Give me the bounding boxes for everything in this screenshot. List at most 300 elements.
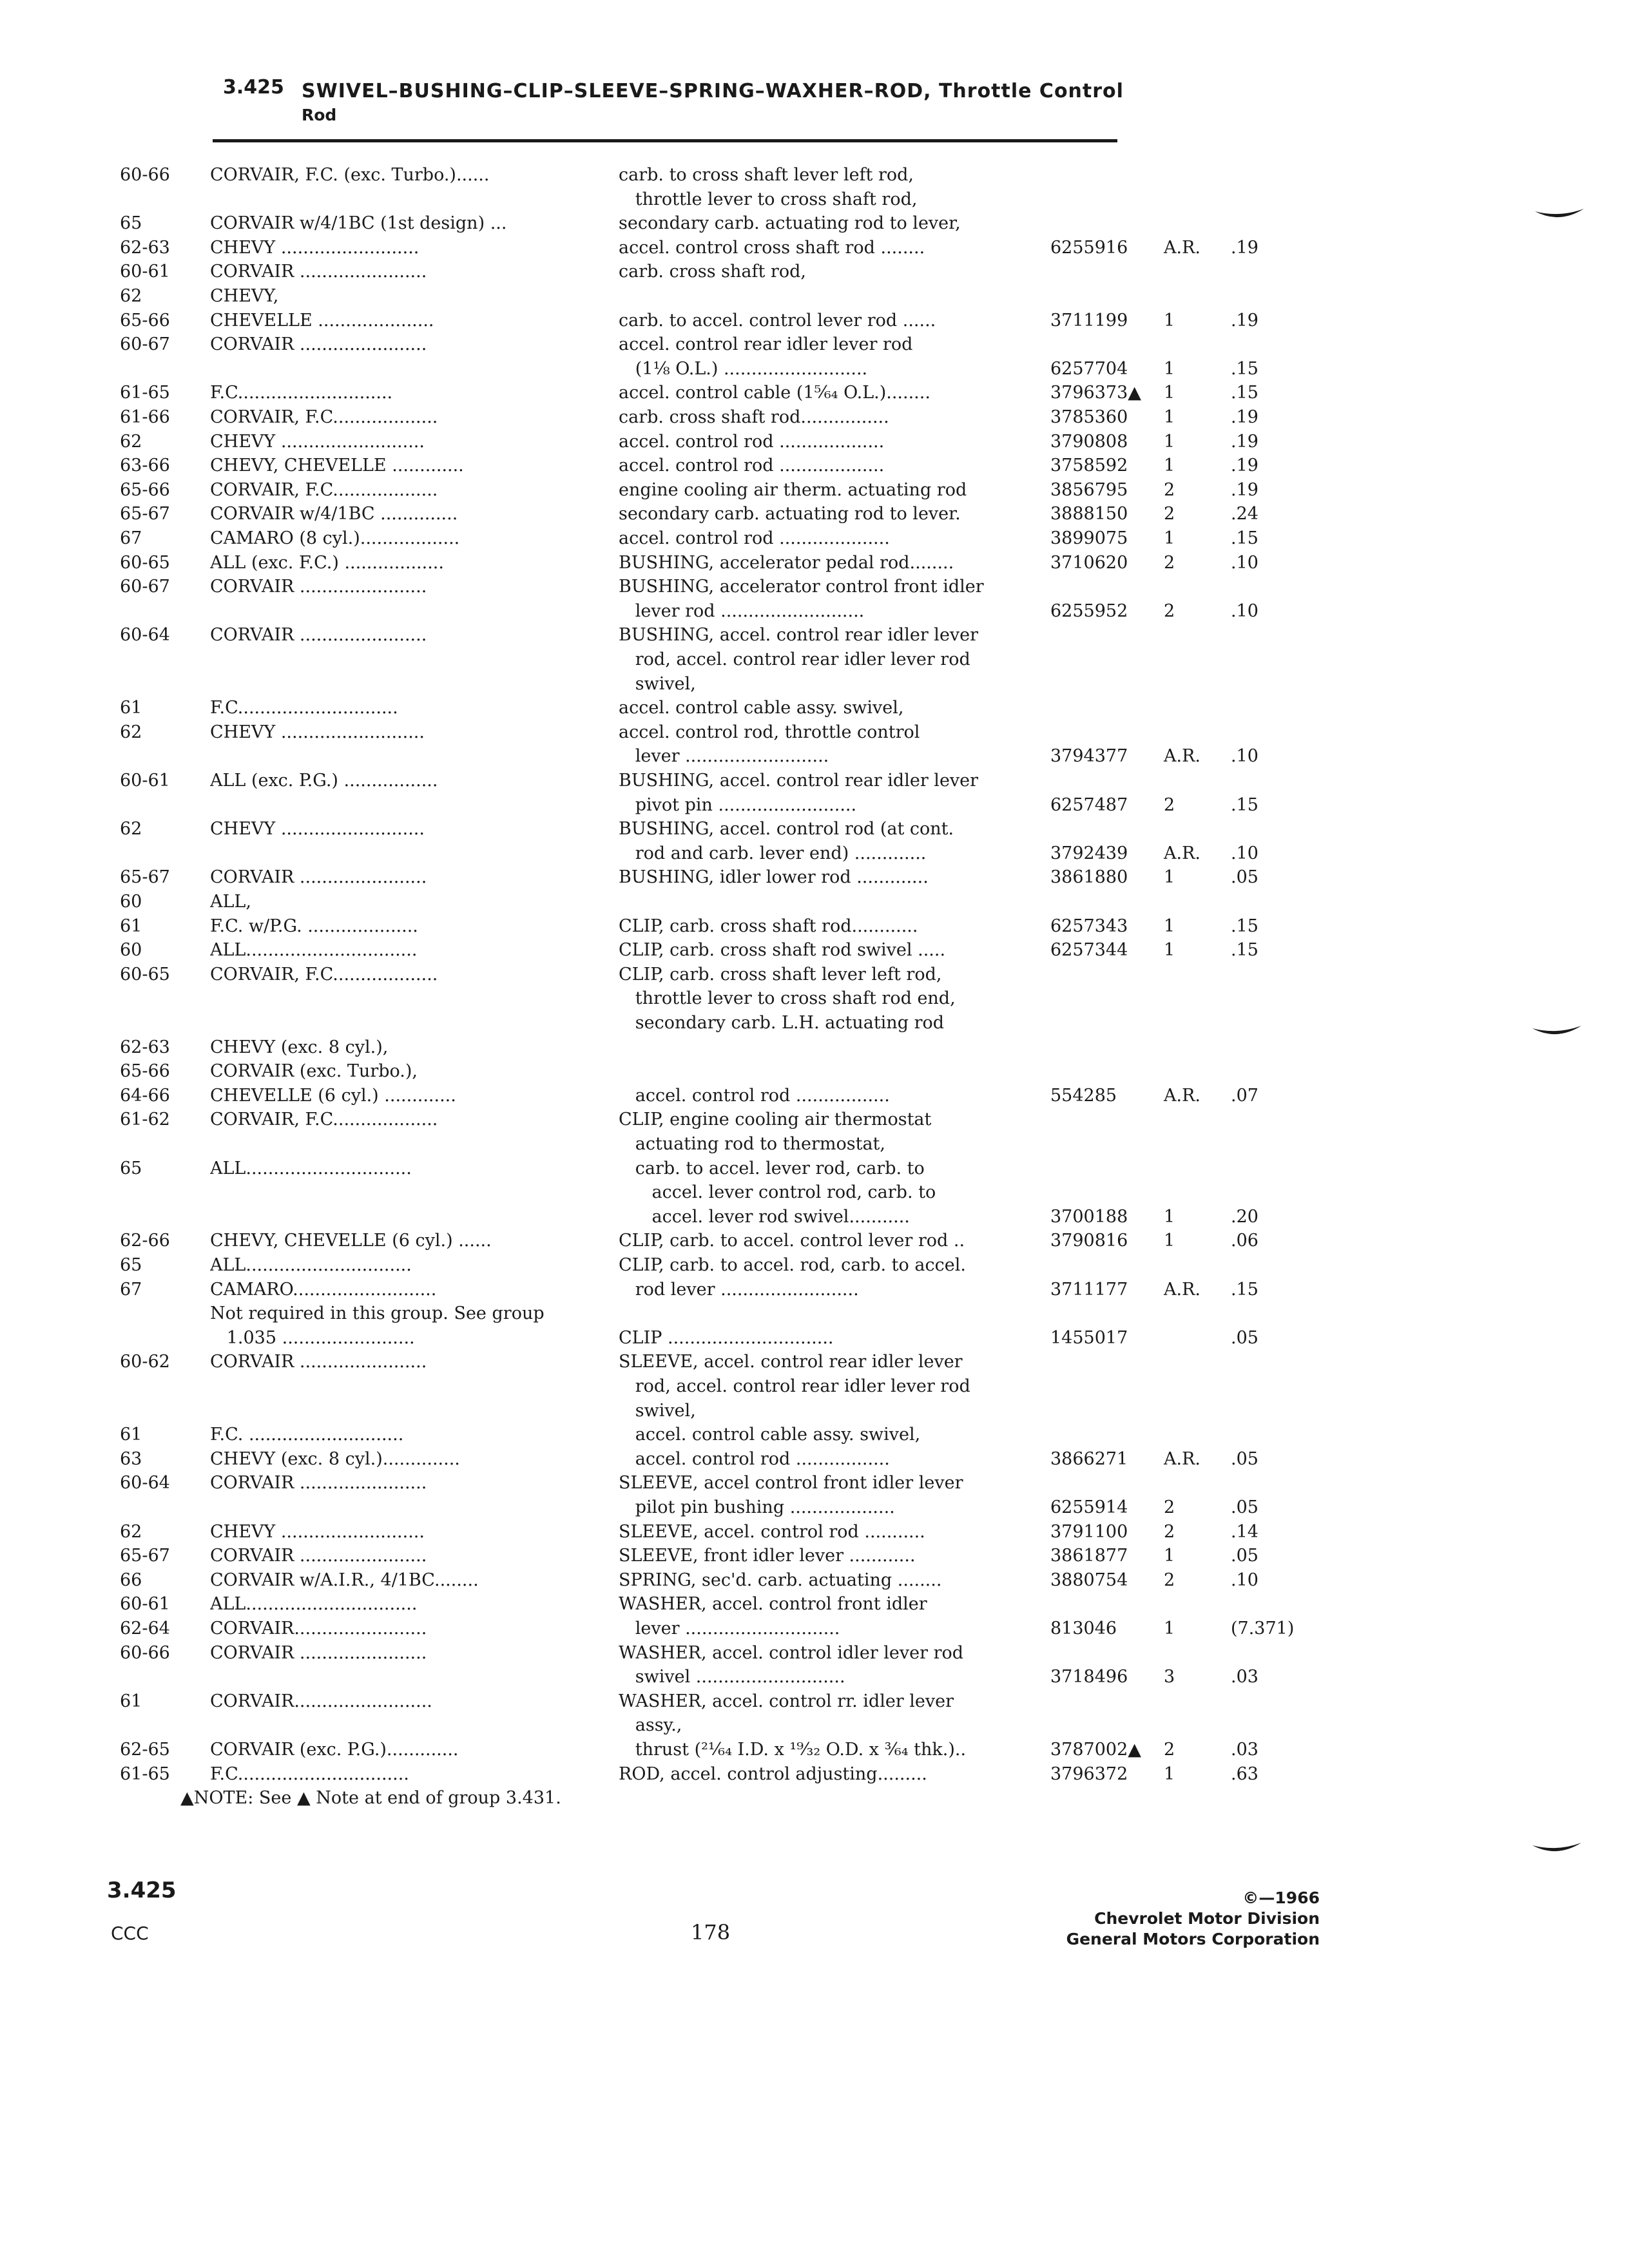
row-description: CLIP, carb. to accel. rod, carb. to accel. — [619, 1255, 966, 1275]
row-price: .05 — [1231, 1449, 1258, 1469]
table-row — [0, 358, 1629, 381]
table-row — [0, 188, 1629, 211]
row-year: 61-66 — [120, 407, 170, 427]
row-quantity: A.R. — [1164, 843, 1200, 863]
table-row — [0, 963, 1629, 986]
row-model: CORVAIR ....................... — [210, 262, 427, 282]
table-row — [0, 1448, 1629, 1471]
row-description: CLIP .............................. — [619, 1328, 834, 1348]
row-price: .05 — [1231, 867, 1258, 887]
row-description: accel. control rod ................... — [619, 432, 885, 452]
row-year: 65 — [120, 1158, 142, 1178]
row-quantity: 2 — [1164, 1740, 1175, 1760]
row-year: 62 — [120, 286, 142, 306]
row-year: 60-67 — [120, 577, 170, 597]
row-year: 65 — [120, 1255, 142, 1275]
row-model: CHEVY .......................... — [210, 432, 425, 452]
row-description: SPRING, sec'd. carb. actuating ........ — [619, 1570, 942, 1590]
row-quantity: 1 — [1164, 456, 1175, 476]
row-quantity: 2 — [1164, 1570, 1175, 1590]
row-model: Not required in this group. See group — [210, 1303, 545, 1323]
table-row — [0, 1206, 1629, 1229]
row-part-number: 6257487 — [1050, 795, 1128, 815]
table-row — [0, 1738, 1629, 1762]
row-part-number: 3711199 — [1050, 311, 1128, 331]
row-year: 65 — [120, 213, 142, 233]
table-row — [0, 260, 1629, 284]
row-price: .05 — [1231, 1328, 1258, 1348]
row-description: WASHER, accel. control idler lever rod — [619, 1643, 964, 1663]
row-year: 63-66 — [120, 456, 170, 476]
row-model: CAMARO.......................... — [210, 1280, 437, 1300]
row-year: 65-66 — [120, 480, 170, 500]
row-model: ALL.............................. — [210, 1158, 412, 1178]
table-row — [0, 309, 1629, 332]
row-quantity: 1 — [1164, 940, 1175, 960]
row-description: carb. to accel. control lever rod ...... — [619, 311, 936, 331]
table-row — [0, 1423, 1629, 1446]
row-model: CHEVY (exc. 8 cyl.).............. — [210, 1449, 460, 1469]
row-model: CHEVY .......................... — [210, 722, 425, 742]
row-description: rod and carb. lever end) ............. — [619, 843, 927, 863]
row-description: lever .......................... — [619, 746, 829, 766]
row-model: CORVAIR, F.C. (exc. Turbo.)...... — [210, 165, 490, 185]
row-description: carb. cross shaft rod, — [619, 262, 806, 282]
page-number: 178 — [691, 1920, 731, 1945]
row-part-number: 3792439 — [1050, 843, 1128, 863]
table-row — [0, 890, 1629, 914]
row-description: carb. cross shaft rod................ — [619, 407, 889, 427]
row-price: .10 — [1231, 1570, 1258, 1590]
table-row — [0, 987, 1629, 1010]
row-quantity: 2 — [1164, 480, 1175, 500]
row-price: .19 — [1231, 407, 1258, 427]
table-row — [0, 212, 1629, 235]
row-part-number: 6257704 — [1050, 359, 1128, 379]
row-part-number: 3787002▲ — [1050, 1740, 1142, 1760]
row-part-number: 3796372 — [1050, 1764, 1128, 1784]
row-quantity: 1 — [1164, 916, 1175, 936]
row-description: lever ............................ — [619, 1619, 840, 1639]
row-description: rod, accel. control rear idler lever rod — [619, 649, 970, 669]
copyright-block — [1066, 1888, 1320, 1950]
row-model: CORVAIR......................... — [210, 1691, 432, 1711]
row-part-number: 6255916 — [1050, 238, 1128, 258]
row-part-number: 3790808 — [1050, 432, 1128, 452]
row-description: assy., — [619, 1715, 682, 1735]
row-part-number: 3785360 — [1050, 407, 1128, 427]
row-year: 65-67 — [120, 867, 170, 887]
page-title: SWIVEL–BUSHING–CLIP–SLEEVE–SPRING–WAXHER–ROD, Throttle Control — [302, 80, 1124, 102]
group-number: 3.425 — [223, 76, 284, 99]
row-description: swivel, — [619, 674, 696, 694]
row-price: .15 — [1231, 940, 1258, 960]
table-row — [0, 1084, 1629, 1108]
table-row — [0, 939, 1629, 962]
binding-cut-mark-icon — [1531, 1841, 1583, 1856]
row-description: (1⅛ O.L.) .......................... — [619, 359, 868, 379]
row-quantity: A.R. — [1164, 1449, 1200, 1469]
row-price: .10 — [1231, 746, 1258, 766]
row-quantity: 2 — [1164, 1497, 1175, 1517]
table-row — [0, 1617, 1629, 1640]
row-description: SLEEVE, accel control front idler lever — [619, 1473, 963, 1493]
row-description: accel. control rod ................... — [619, 456, 885, 476]
table-row — [0, 1229, 1629, 1253]
row-model: CORVAIR ....................... — [210, 334, 427, 354]
table-row — [0, 721, 1629, 744]
table-row — [0, 1399, 1629, 1423]
row-model: CORVAIR w/A.I.R., 4/1BC........ — [210, 1570, 479, 1590]
row-model: ALL............................... — [210, 940, 418, 960]
row-model: 1.035 ........................ — [210, 1328, 415, 1348]
row-model: CORVAIR, F.C................... — [210, 965, 438, 985]
row-year: 60 — [120, 892, 142, 912]
row-description: CLIP, engine cooling air thermostat — [619, 1110, 932, 1129]
row-description: carb. to accel. lever rod, carb. to — [619, 1158, 925, 1178]
row-description: pilot pin bushing ................... — [619, 1497, 895, 1517]
row-model: CORVAIR (exc. Turbo.), — [210, 1061, 418, 1081]
row-model: CORVAIR ....................... — [210, 577, 427, 597]
row-price: .06 — [1231, 1231, 1258, 1251]
row-price: .19 — [1231, 456, 1258, 476]
row-part-number: 3796373▲ — [1050, 383, 1142, 403]
row-year: 60-61 — [120, 1594, 170, 1614]
row-part-number: 6255952 — [1050, 601, 1128, 621]
row-description: throttle lever to cross shaft rod, — [619, 189, 918, 209]
table-row — [0, 333, 1629, 356]
table-row — [0, 818, 1629, 841]
row-year: 61 — [120, 1691, 142, 1711]
row-part-number: 3794377 — [1050, 746, 1128, 766]
row-part-number: 3718496 — [1050, 1667, 1128, 1687]
row-quantity: 2 — [1164, 795, 1175, 815]
row-year: 60-66 — [120, 1643, 170, 1663]
row-description: carb. to cross shaft lever left rod, — [619, 165, 914, 185]
row-part-number: 554285 — [1050, 1086, 1117, 1106]
row-model: F.C............................ — [210, 383, 393, 403]
row-price: .15 — [1231, 528, 1258, 548]
row-model: ALL............................... — [210, 1594, 418, 1614]
table-row — [0, 1690, 1629, 1713]
row-model: CORVAIR ....................... — [210, 1473, 427, 1493]
row-description: BUSHING, accel. control rod (at cont. — [619, 819, 954, 839]
row-description: accel. lever control rod, carb. to — [619, 1182, 936, 1202]
row-quantity: 1 — [1164, 867, 1175, 887]
row-year: 60-62 — [120, 1352, 170, 1372]
table-row — [0, 406, 1629, 429]
row-price: .05 — [1231, 1546, 1258, 1566]
row-model: CHEVY (exc. 8 cyl.), — [210, 1037, 389, 1057]
row-quantity: 2 — [1164, 1522, 1175, 1542]
row-part-number: 3700188 — [1050, 1207, 1128, 1227]
row-year: 62 — [120, 432, 142, 452]
row-year: 60-65 — [120, 965, 170, 985]
row-year: 65-66 — [120, 1061, 170, 1081]
table-row — [0, 1157, 1629, 1180]
row-description: accel. control rod ................. — [619, 1086, 890, 1106]
row-quantity: 3 — [1164, 1667, 1175, 1687]
row-description: rod lever ......................... — [619, 1280, 859, 1300]
row-part-number: 3758592 — [1050, 456, 1128, 476]
row-year: 61-65 — [120, 1764, 170, 1784]
row-part-number: 6257344 — [1050, 940, 1128, 960]
row-price: .10 — [1231, 843, 1258, 863]
table-row — [0, 673, 1629, 696]
row-year: 60-66 — [120, 165, 170, 185]
footer-group-number: 3.425 — [107, 1878, 177, 1903]
row-model: CHEVY, CHEVELLE (6 cyl.) ...... — [210, 1231, 492, 1251]
row-description: accel. control rear idler lever rod — [619, 334, 913, 354]
row-year: 60-61 — [120, 262, 170, 282]
table-row — [0, 1302, 1629, 1325]
footer-code: CCC — [111, 1923, 149, 1944]
row-price: .05 — [1231, 1497, 1258, 1517]
row-quantity: 2 — [1164, 553, 1175, 573]
table-row — [0, 381, 1629, 405]
row-price: .15 — [1231, 795, 1258, 815]
row-model: CORVAIR ....................... — [210, 1352, 427, 1372]
row-part-number: 3861877 — [1050, 1546, 1128, 1566]
table-row — [0, 236, 1629, 260]
row-description: SLEEVE, accel. control rod ........... — [619, 1522, 925, 1542]
row-model: ALL, — [210, 892, 251, 912]
row-price: .19 — [1231, 238, 1258, 258]
row-model: CORVAIR ....................... — [210, 625, 427, 645]
table-row — [0, 1544, 1629, 1568]
row-model: CORVAIR........................ — [210, 1619, 427, 1639]
row-price: .19 — [1231, 432, 1258, 452]
table-row — [0, 769, 1629, 793]
row-year: 62-63 — [120, 238, 170, 258]
table-row — [0, 1278, 1629, 1302]
row-description: ROD, accel. control adjusting......... — [619, 1764, 927, 1784]
row-part-number: 6257343 — [1050, 916, 1128, 936]
row-year: 67 — [120, 1280, 142, 1300]
row-part-number: 3711177 — [1050, 1280, 1128, 1300]
row-description: CLIP, carb. cross shaft rod swivel ..... — [619, 940, 946, 960]
row-year: 66 — [120, 1570, 142, 1590]
row-description: accel. control cable assy. swivel, — [619, 1425, 921, 1445]
row-model: CORVAIR (exc. P.G.)............. — [210, 1740, 459, 1760]
row-part-number: 3710620 — [1050, 553, 1128, 573]
table-row — [0, 1472, 1629, 1495]
row-description: WASHER, accel. control front idler — [619, 1594, 927, 1614]
row-part-number: 3888150 — [1050, 504, 1128, 524]
row-description: throttle lever to cross shaft rod end, — [619, 988, 956, 1008]
row-description: secondary carb. actuating rod to lever, — [619, 213, 961, 233]
table-row — [0, 1036, 1629, 1059]
row-description: accel. control rod .................... — [619, 528, 890, 548]
row-model: CORVAIR ....................... — [210, 1546, 427, 1566]
row-model: CAMARO (8 cyl.).................. — [210, 528, 460, 548]
header-rule — [213, 139, 1117, 142]
row-price: .07 — [1231, 1086, 1258, 1106]
row-model: CHEVY .......................... — [210, 1522, 425, 1542]
row-year: 61 — [120, 1425, 142, 1445]
row-price: .14 — [1231, 1522, 1258, 1542]
table-row — [0, 1350, 1629, 1374]
row-price: (7.371) — [1231, 1619, 1295, 1639]
table-row — [0, 1666, 1629, 1689]
row-description: accel. control rod ................. — [619, 1449, 890, 1469]
table-row — [0, 866, 1629, 889]
row-description: accel. lever rod swivel........... — [619, 1207, 910, 1227]
row-description: CLIP, carb. cross shaft rod............ — [619, 916, 918, 936]
row-year: 60-61 — [120, 771, 170, 791]
row-quantity: A.R. — [1164, 1086, 1200, 1106]
row-price: .15 — [1231, 359, 1258, 379]
row-description: engine cooling air therm. actuating rod — [619, 480, 967, 500]
binding-cut-mark-icon — [1534, 207, 1585, 222]
row-part-number: 3791100 — [1050, 1522, 1128, 1542]
row-model: CHEVY ......................... — [210, 238, 419, 258]
row-quantity: 1 — [1164, 528, 1175, 548]
row-year: 60-64 — [120, 625, 170, 645]
table-row — [0, 1496, 1629, 1519]
row-year: 60-67 — [120, 334, 170, 354]
table-row — [0, 1108, 1629, 1131]
row-description: lever rod .......................... — [619, 601, 865, 621]
binding-cut-mark-icon — [1531, 1024, 1583, 1039]
table-row — [0, 285, 1629, 308]
division-name: Chevrolet Motor Division — [1094, 1909, 1320, 1928]
row-description: BUSHING, idler lower rod ............. — [619, 867, 929, 887]
row-price: .15 — [1231, 1280, 1258, 1300]
row-description: thrust (²¹⁄₆₄ I.D. x ¹⁹⁄₃₂ O.D. x ³⁄₆₄ thk.).. — [619, 1740, 967, 1760]
row-price: .24 — [1231, 504, 1258, 524]
row-description: swivel ........................... — [619, 1667, 845, 1687]
row-model: CHEVELLE (6 cyl.) ............. — [210, 1086, 456, 1106]
footnote: ▲NOTE: See ▲ Note at end of group 3.431. — [180, 1788, 561, 1808]
row-year: 62-66 — [120, 1231, 170, 1251]
row-model: ALL (exc. P.G.) ................. — [210, 771, 438, 791]
row-description: actuating rod to thermostat, — [619, 1134, 885, 1154]
row-description: secondary carb. actuating rod to lever. — [619, 504, 961, 524]
row-description: pivot pin ......................... — [619, 795, 857, 815]
corporation-name: General Motors Corporation — [1066, 1930, 1320, 1948]
table-row — [0, 842, 1629, 865]
row-year: 63 — [120, 1449, 142, 1469]
row-year: 65-67 — [120, 504, 170, 524]
row-part-number: 3861880 — [1050, 867, 1128, 887]
row-quantity: 1 — [1164, 311, 1175, 331]
table-row — [0, 1569, 1629, 1592]
row-year: 60-64 — [120, 1473, 170, 1493]
row-description: BUSHING, accelerator control front idler — [619, 577, 984, 597]
row-description: rod, accel. control rear idler lever rod — [619, 1376, 970, 1396]
row-price: .03 — [1231, 1740, 1258, 1760]
row-price: .15 — [1231, 383, 1258, 403]
row-year: 65-66 — [120, 311, 170, 331]
row-description: accel. control cable assy. swivel, — [619, 698, 904, 718]
row-model: CORVAIR, F.C................... — [210, 1110, 438, 1129]
table-row — [0, 1181, 1629, 1204]
row-description: BUSHING, accel. control rear idler lever — [619, 625, 979, 645]
row-year: 60-65 — [120, 553, 170, 573]
row-description: accel. control cable (1⁵⁄₆₄ O.L.)........ — [619, 383, 930, 403]
table-row — [0, 527, 1629, 550]
row-quantity: 1 — [1164, 1764, 1175, 1784]
table-row — [0, 1375, 1629, 1398]
table-row — [0, 1593, 1629, 1616]
row-model: CORVAIR, F.C................... — [210, 407, 438, 427]
row-model: CORVAIR ....................... — [210, 1643, 427, 1663]
row-part-number: 3880754 — [1050, 1570, 1128, 1590]
table-row — [0, 575, 1629, 599]
row-price: .15 — [1231, 916, 1258, 936]
row-quantity: 1 — [1164, 407, 1175, 427]
table-row — [0, 624, 1629, 647]
row-price: .19 — [1231, 311, 1258, 331]
page-title-continued: Rod — [302, 106, 337, 124]
row-quantity: 1 — [1164, 359, 1175, 379]
row-description: CLIP, carb. cross shaft lever left rod, — [619, 965, 942, 985]
row-part-number: 6255914 — [1050, 1497, 1128, 1517]
row-model: CHEVY, — [210, 286, 279, 306]
row-year: 62-63 — [120, 1037, 170, 1057]
table-row — [0, 164, 1629, 187]
row-description: accel. control rod, throttle control — [619, 722, 920, 742]
row-price: .19 — [1231, 480, 1258, 500]
row-quantity: 2 — [1164, 504, 1175, 524]
row-price: .03 — [1231, 1667, 1258, 1687]
row-quantity: 1 — [1164, 383, 1175, 403]
table-row — [0, 1642, 1629, 1665]
table-row — [0, 600, 1629, 623]
row-year: 61-65 — [120, 383, 170, 403]
row-quantity: A.R. — [1164, 746, 1200, 766]
row-model: CORVAIR w/4/1BC .............. — [210, 504, 458, 524]
row-model: F.C. ............................ — [210, 1425, 404, 1445]
table-row — [0, 1521, 1629, 1544]
row-year: 61 — [120, 916, 142, 936]
row-part-number: 3856795 — [1050, 480, 1128, 500]
row-description: SLEEVE, accel. control rear idler lever — [619, 1352, 963, 1372]
row-description: swivel, — [619, 1401, 696, 1421]
row-year: 64-66 — [120, 1086, 170, 1106]
table-row — [0, 503, 1629, 526]
row-quantity: 2 — [1164, 601, 1175, 621]
row-part-number: 3790816 — [1050, 1231, 1128, 1251]
row-quantity: 1 — [1164, 1231, 1175, 1251]
row-model: ALL.............................. — [210, 1255, 412, 1275]
table-row — [0, 1327, 1629, 1350]
row-price: .10 — [1231, 553, 1258, 573]
row-year: 61-62 — [120, 1110, 170, 1129]
row-description: CLIP, carb. to accel. control lever rod .. — [619, 1231, 965, 1251]
row-year: 62-64 — [120, 1619, 170, 1639]
row-model: CHEVELLE ..................... — [210, 311, 434, 331]
row-part-number: 813046 — [1050, 1619, 1117, 1639]
row-quantity: A.R. — [1164, 1280, 1200, 1300]
row-part-number: 3866271 — [1050, 1449, 1128, 1469]
row-price: .20 — [1231, 1207, 1258, 1227]
row-part-number: 1455017 — [1050, 1328, 1128, 1348]
copyright-year: ©—1966 — [1242, 1888, 1320, 1907]
row-description: BUSHING, accelerator pedal rod........ — [619, 553, 954, 573]
row-year: 65-67 — [120, 1546, 170, 1566]
row-model: F.C............................. — [210, 698, 398, 718]
table-row — [0, 552, 1629, 575]
row-model: CORVAIR, F.C................... — [210, 480, 438, 500]
row-quantity: A.R. — [1164, 238, 1200, 258]
row-model: CORVAIR w/4/1BC (1st design) ... — [210, 213, 507, 233]
row-model: CORVAIR ....................... — [210, 867, 427, 887]
row-model: CHEVY, CHEVELLE ............. — [210, 456, 464, 476]
table-row — [0, 1060, 1629, 1083]
row-description: accel. control cross shaft rod ........ — [619, 238, 925, 258]
